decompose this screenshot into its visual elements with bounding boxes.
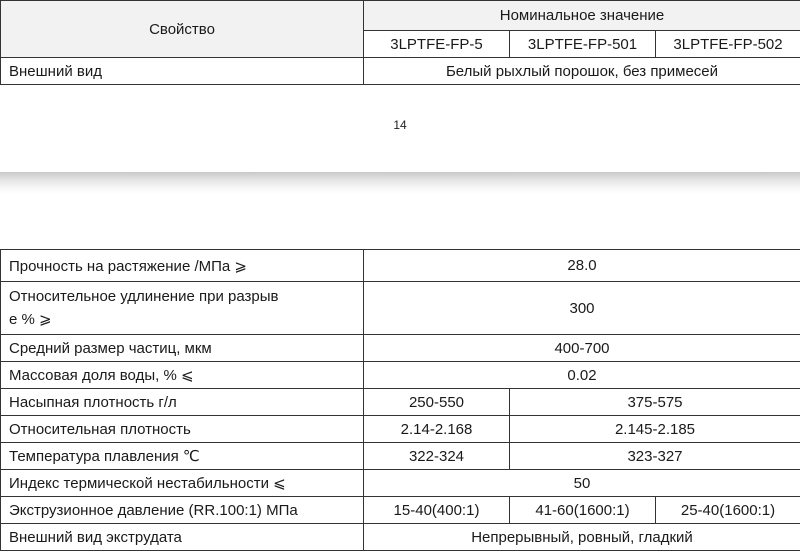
properties-table-header-section (0, 0, 800, 85)
row-value: Непрерывный, ровный, гладкий (364, 524, 800, 551)
row-value-grade-5: 250-550 (364, 389, 510, 416)
row-value-grade-5: 322-324 (364, 443, 510, 470)
page-number: 14 (393, 118, 407, 132)
row-label: Относительная плотность (1, 416, 364, 443)
row-value-grade-502: 25-40(1600:1) (656, 497, 800, 524)
row-label (1, 282, 364, 335)
table-row (1, 524, 800, 551)
table-row (1, 335, 800, 362)
row-value-grade-5: 2.14-2.168 (364, 416, 510, 443)
row-value-grade-5: 15-40(400:1) (364, 497, 510, 524)
header-nominal-value: Номинальное значение (364, 1, 800, 31)
table-row (1, 282, 800, 335)
row-label: Внешний вид экструдата (1, 524, 364, 551)
table-row (1, 470, 800, 497)
row-label-line: е % ⩾ (9, 311, 52, 328)
header-grade-501: 3LPTFE-FP-501 (510, 31, 656, 58)
row-appearance-value: Белый рыхлый порошок, без примесей (364, 58, 800, 85)
row-value-grades-501-502: 2.145-2.185 (510, 416, 800, 443)
table-row (1, 389, 800, 416)
row-label: Экструзионное давление (RR.100:1) МПа (1, 497, 364, 524)
properties-table-continued (0, 249, 800, 551)
table-row (1, 443, 800, 470)
page-break-separator (0, 172, 800, 194)
row-value: 50 (364, 470, 800, 497)
header-property: Свойство (1, 1, 364, 58)
row-value-grades-501-502: 375-575 (510, 389, 800, 416)
row-label: Насыпная плотность г/л (1, 389, 364, 416)
row-value-grades-501-502: 323-327 (510, 443, 800, 470)
header-grade-502: 3LPTFE-FP-502 (656, 31, 800, 58)
row-label: Прочность на растяжение /МПа ⩾ (1, 250, 364, 282)
row-value: 300 (364, 282, 800, 335)
row-value: 28.0 (364, 250, 800, 282)
row-label: Индекс термической нестабильности ⩽ (1, 470, 364, 497)
row-value: 400-700 (364, 335, 800, 362)
row-label: Массовая доля воды, % ⩽ (1, 362, 364, 389)
row-label: Средний размер частиц, мкм (1, 335, 364, 362)
table-row (1, 362, 800, 389)
table-row (1, 497, 800, 524)
header-grade-5: 3LPTFE-FP-5 (364, 31, 510, 58)
row-appearance-label: Внешний вид (1, 58, 364, 85)
row-value-grade-501: 41-60(1600:1) (510, 497, 656, 524)
row-label-line: Относительное удлинение при разрыв (9, 288, 279, 305)
table-row (1, 250, 800, 282)
row-value: 0.02 (364, 362, 800, 389)
table-row (1, 416, 800, 443)
row-label: Температура плавления ℃ (1, 443, 364, 470)
